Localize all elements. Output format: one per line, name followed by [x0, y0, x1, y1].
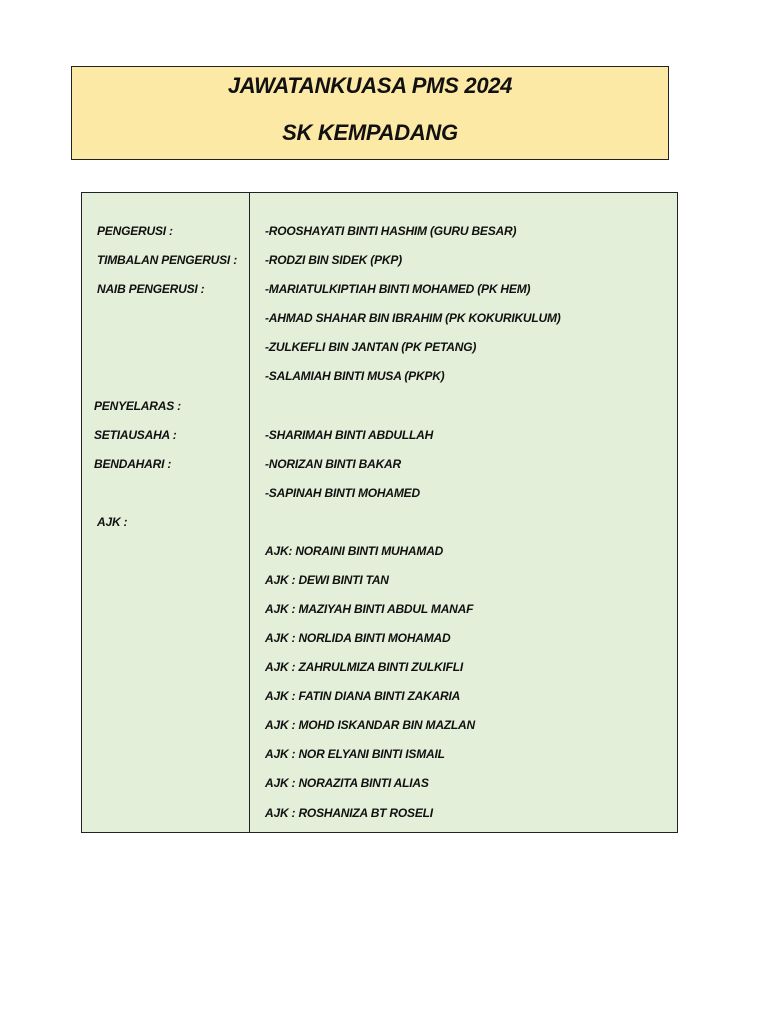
role-setiausaha: SETIAUSAHA : — [94, 428, 177, 442]
member-name: -ROOSHAYATI BINTI HASHIM (GURU BESAR) — [265, 224, 517, 238]
member-name: AJK : NORAZITA BINTI ALIAS — [265, 776, 429, 790]
role-pengerusi: PENGERUSI : — [97, 224, 173, 238]
member-name: -NORIZAN BINTI BAKAR — [265, 457, 401, 471]
document-title: JAWATANKUASA PMS 2024 — [227, 73, 513, 98]
member-name: AJK : MAZIYAH BINTI ABDUL MANAF — [265, 602, 474, 616]
member-name: AJK: NORAINI BINTI MUHAMAD — [265, 544, 444, 558]
column-divider — [249, 193, 250, 832]
member-name: AJK : NOR ELYANI BINTI ISMAIL — [265, 747, 445, 761]
member-name: AJK : ROSHANIZA BT ROSELI — [265, 806, 433, 820]
committee-table — [81, 192, 678, 833]
member-name: AJK : DEWI BINTI TAN — [265, 573, 389, 587]
role-ajk: AJK : — [97, 515, 128, 529]
school-name: SK KEMPADANG — [282, 120, 458, 145]
member-name: AJK : MOHD ISKANDAR BIN MAZLAN — [265, 718, 475, 732]
role-penyelaras: PENYELARAS : — [94, 399, 181, 413]
member-name: AJK : FATIN DIANA BINTI ZAKARIA — [265, 689, 461, 703]
member-name: -SALAMIAH BINTI MUSA (PKPK) — [265, 369, 445, 383]
title-box — [71, 66, 669, 160]
role-bendahari: BENDAHARI : — [94, 457, 172, 471]
member-name: -SAPINAH BINTI MOHAMED — [265, 486, 420, 500]
member-name: AJK : ZAHRULMIZA BINTI ZULKIFLI — [265, 660, 463, 674]
member-name: -ZULKEFLI BIN JANTAN (PK PETANG) — [265, 340, 477, 354]
member-name: -MARIATULKIPTIAH BINTI MOHAMED (PK HEM) — [265, 282, 531, 296]
member-name: -AHMAD SHAHAR BIN IBRAHIM (PK KOKURIKULUM) — [265, 311, 561, 325]
role-naib-pengerusi: NAIB PENGERUSI : — [97, 282, 205, 296]
member-name: -RODZI BIN SIDEK (PKP) — [265, 253, 402, 267]
member-name: AJK : NORLIDA BINTI MOHAMAD — [265, 631, 451, 645]
role-timbalan-pengerusi: TIMBALAN PENGERUSI : — [97, 253, 238, 267]
member-name: -SHARIMAH BINTI ABDULLAH — [265, 428, 434, 442]
